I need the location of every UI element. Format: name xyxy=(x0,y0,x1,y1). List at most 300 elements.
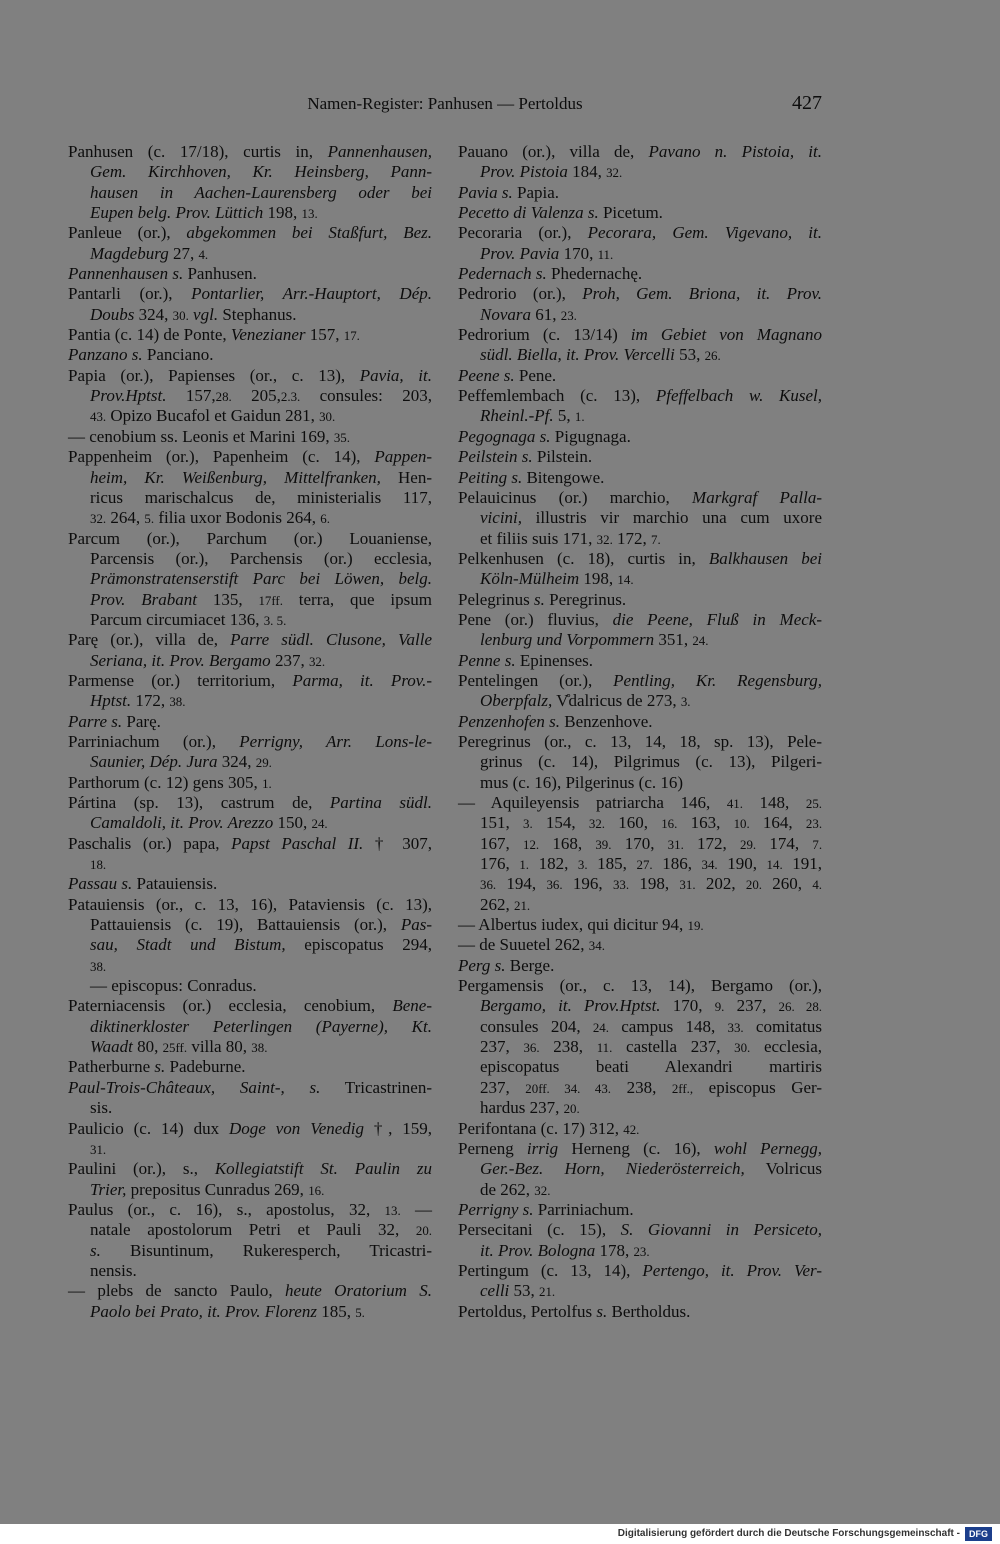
italic-text: Pedernach s. xyxy=(458,264,547,284)
line-reference-number: 12. xyxy=(522,836,540,852)
index-line xyxy=(458,732,822,752)
entry-text: 148, xyxy=(742,793,806,812)
entry-text: 237, xyxy=(480,1077,526,1097)
index-entry xyxy=(68,1200,432,1281)
entry-text: Parę. xyxy=(122,711,161,731)
line-reference-number: 29. xyxy=(740,836,757,852)
line-reference-number: 17. xyxy=(343,328,360,344)
entry-text: 80, xyxy=(132,1037,163,1057)
entry-text: Pertoldus, Pertolfus xyxy=(458,1301,597,1321)
italic-text: Pavia, it. xyxy=(359,365,432,385)
entry-text: prepositus Cunradus 269, xyxy=(126,1179,309,1199)
line-reference-number: 4. xyxy=(812,877,823,893)
index-entry xyxy=(458,976,822,1118)
entry-text: Pilstein. xyxy=(532,447,593,467)
index-line xyxy=(68,569,432,589)
entry-text: 324, xyxy=(217,752,256,772)
italic-text: Prov. Pistoia xyxy=(480,162,568,182)
page-number: 427 xyxy=(792,92,822,114)
entry-text: — plebs de sancto Paulo, xyxy=(68,1281,286,1301)
italic-text: Trier, xyxy=(90,1179,127,1199)
entry-text: 202, xyxy=(695,874,746,894)
index-line xyxy=(458,264,822,284)
index-entry xyxy=(68,529,432,631)
italic-text: Pecorara, Gem. Vigevano, it. xyxy=(587,223,822,243)
index-entry xyxy=(458,142,822,183)
index-entry xyxy=(458,732,822,793)
index-line xyxy=(458,203,822,223)
index-entry xyxy=(458,284,822,325)
index-line xyxy=(458,935,822,955)
index-entry xyxy=(68,366,432,427)
italic-text: Proh, Gem. Briona, it. Prov. xyxy=(582,284,822,304)
line-reference-number: 31. xyxy=(667,836,684,852)
line-reference-number: 2ff., xyxy=(671,1080,694,1096)
italic-text: Magdeburg xyxy=(90,243,169,263)
italic-text: Pappen- xyxy=(374,447,432,467)
index-line xyxy=(458,244,822,264)
entry-text: 5, xyxy=(553,406,575,426)
index-line xyxy=(68,732,432,752)
index-entry xyxy=(458,366,822,386)
entry-text: grinus (c. 14), Pilgrimus (c. 13), Pilgeri- xyxy=(480,752,822,772)
line-reference-number: 1. xyxy=(519,857,530,873)
index-entry xyxy=(458,671,822,712)
entry-text: 170, xyxy=(660,996,715,1016)
italic-text: celli xyxy=(480,1281,510,1301)
italic-text: Pannenhausen s. xyxy=(68,264,184,284)
italic-text: Pegognaga s. xyxy=(458,426,551,446)
italic-text: Oberpfalz, xyxy=(480,691,553,711)
entry-text: 176, xyxy=(480,854,520,874)
index-line xyxy=(458,1037,822,1057)
index-entry xyxy=(68,996,432,1057)
index-line xyxy=(458,956,822,976)
entry-text: Pattauiensis (c. 19), Battauiensis (or.), xyxy=(90,915,401,935)
index-line xyxy=(458,406,822,426)
italic-text: Perg s. xyxy=(458,955,506,975)
index-line xyxy=(68,956,432,976)
index-entry xyxy=(458,956,822,976)
line-reference-number: 20. xyxy=(563,1101,580,1117)
entry-text: consules 204, xyxy=(480,1016,593,1036)
italic-text: südl. Biella, it. Prov. Vercelli xyxy=(480,345,675,365)
entry-text: 198, xyxy=(629,874,680,894)
entry-text: 178, xyxy=(595,1240,634,1260)
entry-text: ricus marischalcus de, ministerialis 117, xyxy=(90,487,432,507)
entry-text: 184, xyxy=(567,162,607,182)
index-line xyxy=(68,1119,432,1139)
entry-text: 182, xyxy=(529,854,578,874)
index-entry xyxy=(68,284,432,325)
line-reference-number: 30. xyxy=(172,307,189,323)
index-line xyxy=(458,1261,822,1281)
entry-text: Parcensis (or.), Parchensis (or.) ecclesia, xyxy=(90,548,432,568)
entry-text: 191, xyxy=(782,854,823,874)
index-line xyxy=(458,1057,822,1077)
italic-text: diktinerkloster Peterlingen (Payerne), Kt. xyxy=(90,1016,432,1036)
entry-text: episcopus Ger- xyxy=(693,1077,823,1097)
index-line xyxy=(458,569,822,589)
entry-text: 190, xyxy=(717,854,767,874)
entry-text: 172, xyxy=(612,528,652,548)
index-entry xyxy=(68,874,432,894)
italic-text: Gem. Kirchhoven, Kr. Heinsberg, Pann- xyxy=(90,162,432,182)
line-reference-number: 35. xyxy=(333,429,350,445)
entry-text: — cenobium ss. Leonis et Marini 169, xyxy=(68,426,334,446)
index-line xyxy=(458,915,822,935)
index-line xyxy=(68,447,432,467)
line-reference-number: 5. xyxy=(355,1304,365,1320)
index-entry xyxy=(68,1159,432,1200)
index-line xyxy=(458,1159,822,1179)
entry-text: Paschalis (or.) papa, xyxy=(68,833,232,853)
index-line xyxy=(68,345,432,365)
italic-text: Pecetto di Valenza s. xyxy=(458,203,599,223)
entry-text: Paulus (or., c. 16), s., apostolus, 32, xyxy=(68,1199,385,1219)
index-entry xyxy=(458,488,822,549)
italic-text: Papst Paschal II. xyxy=(231,833,364,853)
index-entry xyxy=(68,630,432,671)
index-line xyxy=(68,488,432,508)
italic-text: Markgraf Palla- xyxy=(692,487,823,507)
line-reference-number: 4. xyxy=(198,246,209,262)
italic-text: Prämonstratenserstift Parc bei Löwen, belg. xyxy=(90,569,432,589)
index-line xyxy=(68,854,432,874)
entry-text: Herneng (c. 16), xyxy=(558,1138,714,1158)
italic-text: heim, Kr. Weißenburg, Mittelfranken, xyxy=(90,467,381,487)
index-entry xyxy=(458,427,822,447)
line-reference-number: 32. xyxy=(596,531,613,547)
line-reference-number: 38. xyxy=(251,1040,268,1056)
italic-text: Hptst. xyxy=(90,691,132,711)
italic-text: Perrigny s. xyxy=(458,1199,534,1219)
dfg-logo: DFG xyxy=(965,1527,992,1541)
index-entry xyxy=(458,223,822,264)
entry-text: Pelauicinus (or.) marchio, xyxy=(458,487,693,507)
line-reference-number: 31. xyxy=(90,1141,107,1157)
index-line xyxy=(458,1078,822,1098)
index-entry xyxy=(68,773,432,793)
digitization-credit-bar xyxy=(0,1524,1000,1544)
index-line xyxy=(458,712,822,732)
index-entry xyxy=(458,590,822,610)
entry-text: 185, xyxy=(587,854,637,874)
italic-text: hausen in Aachen-Laurensberg oder bei xyxy=(90,182,432,202)
italic-text: Prov. Pavia xyxy=(480,243,560,263)
italic-text: s. xyxy=(534,589,545,609)
line-reference-number: 38. xyxy=(90,958,107,974)
index-entry xyxy=(458,1200,822,1220)
italic-text: heute Oratorium S. xyxy=(285,1281,433,1301)
index-line xyxy=(68,671,432,691)
index-line xyxy=(458,162,822,182)
entry-text: 53, xyxy=(674,345,705,365)
entry-text: 53, xyxy=(509,1281,540,1301)
entry-text: Papia. xyxy=(512,182,560,202)
entry-text: et filiis suis 171, xyxy=(480,528,597,548)
line-reference-number: 18. xyxy=(90,857,107,873)
index-line xyxy=(68,162,432,182)
index-entry xyxy=(68,732,432,773)
index-line xyxy=(458,366,822,386)
italic-text: s. xyxy=(90,1240,101,1260)
italic-text: Pontarlier, Arr.-Hauptort, Dép. xyxy=(191,284,432,304)
index-line xyxy=(68,996,432,1016)
italic-text: Parma, it. Prov.- xyxy=(292,670,432,690)
index-line xyxy=(68,1078,432,1098)
italic-text: Prov.Hptst. xyxy=(90,386,167,406)
index-line xyxy=(458,345,822,365)
index-line xyxy=(68,203,432,223)
index-line xyxy=(68,915,432,935)
index-line xyxy=(68,1241,432,1261)
line-reference-number: 32. xyxy=(588,816,606,832)
italic-text: Penzenhofen s. xyxy=(458,711,560,731)
index-line xyxy=(68,630,432,650)
italic-text: wohl Pernegg, xyxy=(713,1138,822,1158)
line-reference-number: 16. xyxy=(308,1182,325,1198)
line-reference-number: 21. xyxy=(539,1284,556,1300)
line-reference-number: 34. xyxy=(588,938,605,954)
entry-text: Opizo Bucafol et Gaidun 281, xyxy=(106,406,320,426)
entry-text: 163, xyxy=(677,813,734,833)
line-reference-number: 20. xyxy=(415,1223,432,1239)
index-line xyxy=(458,651,822,671)
line-reference-number: 16. xyxy=(661,816,678,832)
entry-text: Paterniacensis (or.) ecclesia, cenobium, xyxy=(68,996,393,1016)
entry-text: Pelkenhusen (c. 18), curtis in, xyxy=(458,548,709,568)
entry-text: 194, xyxy=(496,874,547,894)
index-line xyxy=(68,142,432,162)
index-entry xyxy=(68,325,432,345)
index-entry xyxy=(68,345,432,365)
index-line xyxy=(458,610,822,630)
index-entry xyxy=(458,468,822,488)
index-line xyxy=(68,1220,432,1240)
index-entry xyxy=(68,1281,432,1322)
entry-text: 167, xyxy=(480,833,523,853)
line-reference-number: 33. xyxy=(612,877,630,893)
italic-text: Parre s. xyxy=(68,711,123,731)
italic-text: sau, Stadt und Bistum, xyxy=(90,935,286,955)
line-reference-number: 24. xyxy=(592,1019,609,1035)
italic-text: Bene- xyxy=(392,996,432,1016)
index-line xyxy=(458,976,822,996)
italic-text: Doge von Venedig xyxy=(229,1118,365,1138)
line-reference-number: 32. xyxy=(308,653,326,669)
entry-text: Bitengowe. xyxy=(522,467,605,487)
entry-text: terra, que ipsum xyxy=(282,589,432,609)
entry-text: † 307, xyxy=(363,833,433,853)
line-reference-number: 26. xyxy=(704,348,721,364)
entry-text: 157, xyxy=(166,386,216,406)
italic-text: Pavia s. xyxy=(458,182,513,202)
index-line xyxy=(458,223,822,243)
index-entry xyxy=(68,1119,432,1160)
italic-text: Passau s. xyxy=(68,874,133,894)
index-line xyxy=(68,366,432,386)
entry-text: Tricastrinen- xyxy=(320,1077,432,1097)
entry-text: Pigugnaga. xyxy=(550,426,631,446)
index-line xyxy=(458,1281,822,1301)
line-reference-number: 36. xyxy=(546,877,563,893)
italic-text: s. xyxy=(154,1057,166,1077)
line-reference-number: 17ff. xyxy=(258,592,283,608)
index-line xyxy=(458,427,822,447)
index-entry xyxy=(458,610,822,651)
running-head: Namen-Register: Panhusen — Pertoldus xyxy=(307,94,583,113)
entry-text: Perifontana (c. 17) 312, xyxy=(458,1118,624,1138)
index-line xyxy=(68,590,432,610)
line-reference-number: 14. xyxy=(617,572,634,588)
entry-text: 324, xyxy=(134,304,173,324)
italic-text: Novara xyxy=(480,304,531,324)
line-reference-number: 24. xyxy=(311,816,328,832)
italic-text: Doubs xyxy=(90,304,135,324)
index-entry xyxy=(458,1139,822,1200)
index-line xyxy=(68,874,432,894)
entry-text: Epinenses. xyxy=(515,650,594,670)
entry-text: Volricus xyxy=(744,1159,822,1179)
entry-text: Pantarli (or.), xyxy=(68,284,192,304)
index-line xyxy=(68,386,432,406)
index-line xyxy=(458,895,822,915)
italic-text: it. Prov. Bologna xyxy=(480,1240,596,1260)
index-line xyxy=(68,1037,432,1057)
entry-text: filia uxor Bodonis 264, xyxy=(154,508,321,528)
index-line xyxy=(458,874,822,894)
index-line xyxy=(458,671,822,691)
italic-text: Parre südl. Clusone, Valle xyxy=(230,630,432,650)
entry-text: Panhusen (c. 17/18), curtis in, xyxy=(68,142,328,161)
entry-text: 27, xyxy=(168,243,199,263)
entry-text: episcopatus 294, xyxy=(285,935,432,955)
index-entry xyxy=(458,935,822,955)
entry-text: Stephanus. xyxy=(218,304,297,324)
entry-text: castella 237, xyxy=(612,1037,735,1057)
italic-text: vgl. xyxy=(193,304,219,324)
index-line xyxy=(458,447,822,467)
index-entry xyxy=(458,1220,822,1261)
index-line xyxy=(458,549,822,569)
italic-text: lenburg und Vorpommern xyxy=(480,630,655,650)
line-reference-number: 38. xyxy=(169,694,186,710)
index-entry xyxy=(68,1078,432,1119)
entry-text: Parriniachum (or.), xyxy=(68,731,240,751)
index-line xyxy=(458,183,822,203)
entry-text: 186, xyxy=(652,854,702,874)
entry-text: Padeburne. xyxy=(165,1057,246,1077)
index-line xyxy=(458,752,822,772)
entry-text: Pappenheim (or.), Papenheim (c. 14), xyxy=(68,447,375,467)
index-line xyxy=(68,1139,432,1159)
index-entry xyxy=(68,671,432,712)
index-line xyxy=(68,305,432,325)
index-entry xyxy=(68,834,432,875)
index-entry xyxy=(458,447,822,467)
index-entry xyxy=(458,183,822,203)
italic-text: Paolo bei Prato, it. Prov. Florenz xyxy=(90,1301,317,1321)
italic-text: Kollegiatstift St. Paulin zu xyxy=(214,1159,432,1179)
index-line xyxy=(68,284,432,304)
entry-text: — de Suuetel 262, xyxy=(458,935,589,955)
entry-text: 351, xyxy=(654,630,693,650)
index-entry xyxy=(458,1261,822,1302)
entry-text: 238, xyxy=(539,1037,597,1057)
entry-text: 151, xyxy=(480,813,523,833)
index-line xyxy=(458,773,822,793)
index-line xyxy=(458,834,822,854)
italic-text: Partina südl. xyxy=(329,793,432,812)
italic-text: Rheinl.-Pf. xyxy=(480,406,554,426)
line-reference-number: 32. xyxy=(90,511,107,527)
line-reference-number: 31. xyxy=(679,877,696,893)
index-line xyxy=(458,1139,822,1159)
index-line xyxy=(68,264,432,284)
entry-text: hardus 237, xyxy=(480,1098,564,1118)
entry-text: 135, xyxy=(196,589,259,609)
line-reference-number: 1. xyxy=(262,775,272,791)
entry-text: — episcopus: Conradus. xyxy=(90,976,257,996)
line-reference-number: 3. 5. xyxy=(263,612,287,628)
line-reference-number: 13. xyxy=(301,206,318,222)
index-entry xyxy=(68,447,432,528)
index-entry xyxy=(458,1119,822,1139)
line-reference-number: 23. xyxy=(560,307,577,323)
line-reference-number: 20ff. 34. 43. xyxy=(525,1080,612,1096)
entry-text: Persecitani (c. 15), xyxy=(458,1220,621,1240)
line-reference-number: 33. xyxy=(727,1019,744,1035)
entry-text: V̊dalricus de 273, xyxy=(552,691,681,711)
line-reference-number: 20. xyxy=(745,877,763,893)
entry-text: ecclesia, xyxy=(750,1037,823,1057)
index-line xyxy=(458,1017,822,1037)
index-line xyxy=(458,488,822,508)
index-line xyxy=(68,1200,432,1220)
entry-text: Pene. xyxy=(514,365,557,385)
italic-text: Waadt xyxy=(90,1037,133,1057)
entry-text: Pedrorium (c. 13/14) xyxy=(458,325,631,345)
index-line xyxy=(68,834,432,854)
entry-text: mus (c. 16), Pilgerinus (c. 16) xyxy=(480,772,684,792)
entry-text: nensis. xyxy=(90,1260,137,1280)
entry-text: Pene (or.) fluvius, xyxy=(458,609,613,629)
entry-text: 150, xyxy=(273,813,312,833)
index-entry xyxy=(458,651,822,671)
entry-text: Peregrinus. xyxy=(544,589,627,609)
italic-text: Perrigny, Arr. Lons-le- xyxy=(239,731,432,751)
index-entry xyxy=(458,203,822,223)
index-line xyxy=(458,508,822,528)
index-line xyxy=(68,549,432,569)
entry-text: 237, xyxy=(724,996,779,1016)
entry-text: 170, xyxy=(611,833,668,853)
line-reference-number: 10. xyxy=(733,816,750,832)
line-reference-number: 29. xyxy=(255,755,272,771)
italic-text: Eupen belg. Prov. Lüttich xyxy=(90,203,264,223)
line-reference-number: 23. xyxy=(805,816,823,832)
entry-text: Patauiensis (or., c. 13, 16), Pataviensis (c. 13), xyxy=(68,894,432,914)
line-reference-number: 14. xyxy=(766,857,783,873)
line-reference-number: 2.3. xyxy=(280,389,301,405)
index-line xyxy=(68,610,432,630)
line-reference-number: 5. xyxy=(144,511,155,527)
italic-text: Pentling, Kr. Regensburg, xyxy=(613,670,822,690)
index-line xyxy=(458,590,822,610)
line-reference-number: 43. xyxy=(90,409,107,425)
index-line xyxy=(458,996,822,1016)
